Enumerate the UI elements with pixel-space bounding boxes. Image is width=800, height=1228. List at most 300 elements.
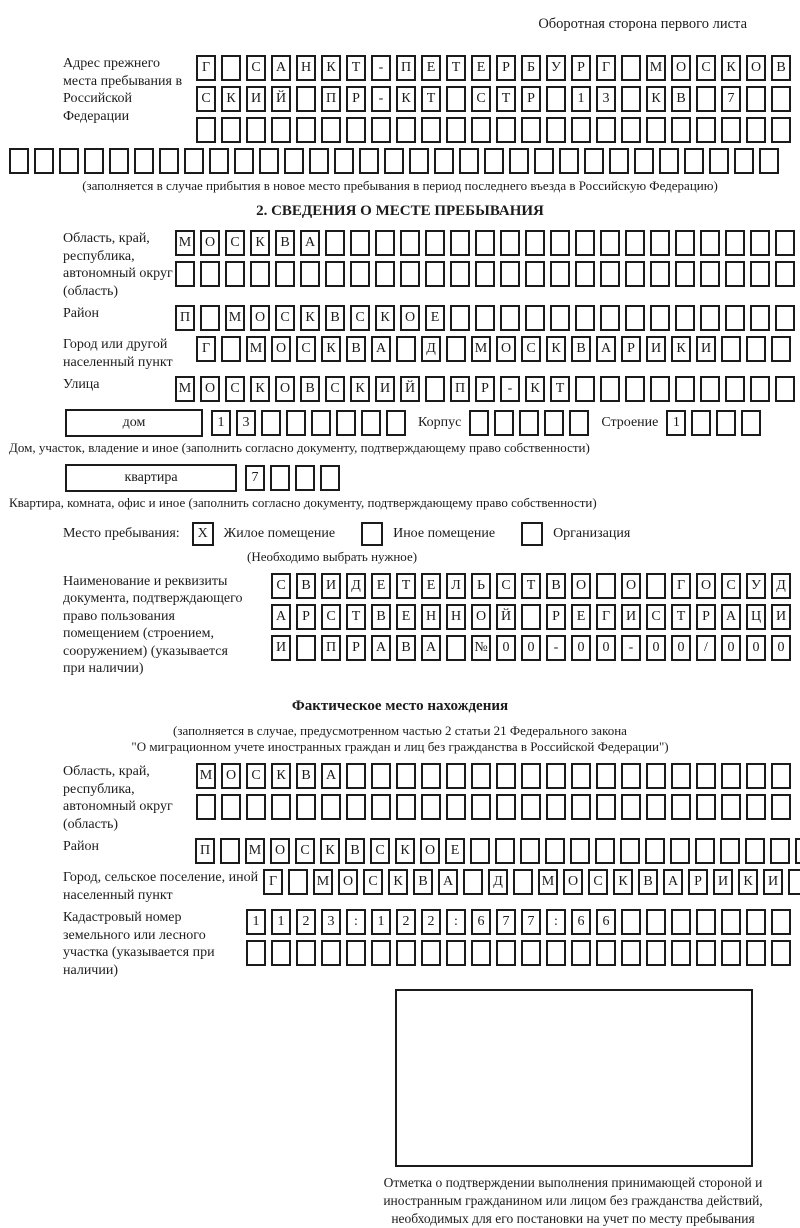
char-cell[interactable]: С (271, 573, 291, 599)
char-cell[interactable]: 2 (296, 909, 316, 935)
char-cell[interactable] (788, 869, 800, 895)
char-cell[interactable] (470, 838, 490, 864)
char-cell[interactable] (500, 305, 520, 331)
char-cell[interactable] (271, 117, 291, 143)
char-cell[interactable] (546, 117, 566, 143)
char-cell[interactable]: Д (488, 869, 508, 895)
char-cell[interactable]: М (471, 336, 491, 362)
char-cell[interactable] (596, 940, 616, 966)
char-cell[interactable] (559, 148, 579, 174)
char-cell[interactable] (34, 148, 54, 174)
char-cell[interactable] (596, 794, 616, 820)
char-cell[interactable] (271, 794, 291, 820)
char-cell[interactable]: : (546, 909, 566, 935)
char-cell[interactable]: Д (771, 573, 791, 599)
char-cell[interactable]: Н (446, 604, 466, 630)
char-cell[interactable]: Й (400, 376, 420, 402)
char-cell[interactable]: Т (396, 573, 416, 599)
char-cell[interactable] (371, 117, 391, 143)
char-cell[interactable]: 7 (521, 909, 541, 935)
char-cell[interactable]: Е (445, 838, 465, 864)
char-cell[interactable]: И (246, 86, 266, 112)
char-cell[interactable] (771, 794, 791, 820)
char-cell[interactable]: Е (371, 573, 391, 599)
char-cell[interactable]: 1 (211, 410, 231, 436)
char-cell[interactable]: Ц (746, 604, 766, 630)
char-cell[interactable] (259, 148, 279, 174)
char-cell[interactable]: А (596, 336, 616, 362)
char-cell[interactable]: Р (696, 604, 716, 630)
char-cell[interactable]: В (300, 376, 320, 402)
char-cell[interactable] (359, 148, 379, 174)
char-cell[interactable] (659, 148, 679, 174)
char-cell[interactable]: О (671, 55, 691, 81)
char-cell[interactable]: А (300, 230, 320, 256)
char-cell[interactable] (494, 410, 514, 436)
char-cell[interactable]: Р (688, 869, 708, 895)
char-cell[interactable] (234, 148, 254, 174)
char-cell[interactable] (795, 838, 800, 864)
char-cell[interactable] (371, 763, 391, 789)
char-cell[interactable] (409, 148, 429, 174)
char-cell[interactable] (770, 838, 790, 864)
char-cell[interactable] (625, 305, 645, 331)
char-cell[interactable] (709, 148, 729, 174)
char-cell[interactable]: К (300, 305, 320, 331)
char-cell[interactable]: И (763, 869, 783, 895)
char-cell[interactable]: К (396, 86, 416, 112)
char-cell[interactable] (721, 336, 741, 362)
char-cell[interactable]: Т (521, 573, 541, 599)
char-cell[interactable]: Р (621, 336, 641, 362)
char-cell[interactable]: Т (550, 376, 570, 402)
char-cell[interactable] (671, 940, 691, 966)
char-cell[interactable]: О (400, 305, 420, 331)
char-cell[interactable]: Р (475, 376, 495, 402)
char-cell[interactable]: В (396, 635, 416, 661)
char-cell[interactable] (261, 410, 281, 436)
char-cell[interactable]: Г (671, 573, 691, 599)
char-cell[interactable]: И (321, 573, 341, 599)
char-cell[interactable] (246, 117, 266, 143)
char-cell[interactable] (600, 261, 620, 287)
char-cell[interactable]: Г (196, 336, 216, 362)
char-cell[interactable] (721, 117, 741, 143)
char-cell[interactable] (346, 117, 366, 143)
char-cell[interactable]: : (346, 909, 366, 935)
char-cell[interactable] (496, 763, 516, 789)
char-cell[interactable] (746, 794, 766, 820)
char-cell[interactable] (521, 604, 541, 630)
char-cell[interactable]: С (296, 336, 316, 362)
char-cell[interactable] (695, 838, 715, 864)
char-cell[interactable]: Р (546, 604, 566, 630)
char-cell[interactable]: М (175, 376, 195, 402)
char-cell[interactable]: Т (346, 604, 366, 630)
char-cell[interactable] (421, 763, 441, 789)
char-cell[interactable]: Е (571, 604, 591, 630)
char-cell[interactable]: М (646, 55, 666, 81)
char-cell[interactable] (396, 794, 416, 820)
char-cell[interactable]: К (350, 376, 370, 402)
char-cell[interactable]: Г (263, 869, 283, 895)
char-cell[interactable]: И (375, 376, 395, 402)
char-cell[interactable]: Б (521, 55, 541, 81)
char-cell[interactable] (621, 794, 641, 820)
char-cell[interactable] (421, 940, 441, 966)
char-cell[interactable] (275, 261, 295, 287)
char-cell[interactable] (570, 838, 590, 864)
char-cell[interactable] (463, 869, 483, 895)
char-cell[interactable]: О (271, 336, 291, 362)
char-cell[interactable] (571, 117, 591, 143)
char-cell[interactable]: В (325, 305, 345, 331)
char-cell[interactable] (595, 838, 615, 864)
char-cell[interactable] (446, 117, 466, 143)
char-cell[interactable]: Р (346, 86, 366, 112)
char-cell[interactable]: М (225, 305, 245, 331)
char-cell[interactable]: Е (396, 604, 416, 630)
other-premises-checkbox[interactable] (361, 522, 383, 546)
char-cell[interactable] (750, 305, 770, 331)
char-cell[interactable] (334, 148, 354, 174)
char-cell[interactable] (746, 763, 766, 789)
char-cell[interactable] (575, 376, 595, 402)
char-cell[interactable]: Р (296, 604, 316, 630)
char-cell[interactable] (346, 794, 366, 820)
char-cell[interactable] (691, 410, 711, 436)
char-cell[interactable] (571, 763, 591, 789)
char-cell[interactable] (725, 376, 745, 402)
char-cell[interactable] (545, 838, 565, 864)
char-cell[interactable] (288, 869, 308, 895)
char-cell[interactable] (421, 794, 441, 820)
char-cell[interactable]: Е (425, 305, 445, 331)
char-cell[interactable] (295, 465, 315, 491)
char-cell[interactable]: / (696, 635, 716, 661)
char-cell[interactable]: О (420, 838, 440, 864)
char-cell[interactable]: У (746, 573, 766, 599)
char-cell[interactable]: А (721, 604, 741, 630)
char-cell[interactable]: 6 (596, 909, 616, 935)
char-cell[interactable]: К (395, 838, 415, 864)
char-cell[interactable]: 3 (321, 909, 341, 935)
char-cell[interactable]: Е (421, 55, 441, 81)
char-cell[interactable] (525, 261, 545, 287)
char-cell[interactable]: 0 (571, 635, 591, 661)
char-cell[interactable] (446, 940, 466, 966)
char-cell[interactable] (396, 763, 416, 789)
char-cell[interactable]: Т (496, 86, 516, 112)
char-cell[interactable]: 6 (571, 909, 591, 935)
char-cell[interactable] (184, 148, 204, 174)
char-cell[interactable] (325, 261, 345, 287)
char-cell[interactable]: Й (271, 86, 291, 112)
char-cell[interactable]: К (320, 838, 340, 864)
char-cell[interactable]: К (321, 336, 341, 362)
char-cell[interactable] (546, 86, 566, 112)
char-cell[interactable]: С (363, 869, 383, 895)
char-cell[interactable] (775, 261, 795, 287)
char-cell[interactable] (700, 305, 720, 331)
char-cell[interactable] (446, 86, 466, 112)
char-cell[interactable] (650, 305, 670, 331)
char-cell[interactable] (646, 940, 666, 966)
char-cell[interactable]: Т (346, 55, 366, 81)
char-cell[interactable] (746, 336, 766, 362)
char-cell[interactable] (646, 909, 666, 935)
char-cell[interactable]: Т (446, 55, 466, 81)
char-cell[interactable]: 7 (721, 86, 741, 112)
char-cell[interactable]: - (621, 635, 641, 661)
char-cell[interactable] (371, 794, 391, 820)
char-cell[interactable]: Н (296, 55, 316, 81)
char-cell[interactable] (546, 940, 566, 966)
organization-checkbox[interactable] (521, 522, 543, 546)
char-cell[interactable]: П (450, 376, 470, 402)
char-cell[interactable]: Й (496, 604, 516, 630)
char-cell[interactable] (196, 117, 216, 143)
char-cell[interactable] (571, 794, 591, 820)
char-cell[interactable]: С (496, 573, 516, 599)
char-cell[interactable] (200, 305, 220, 331)
char-cell[interactable] (546, 794, 566, 820)
char-cell[interactable] (296, 117, 316, 143)
char-cell[interactable]: С (246, 55, 266, 81)
char-cell[interactable] (646, 763, 666, 789)
char-cell[interactable] (519, 410, 539, 436)
char-cell[interactable]: К (721, 55, 741, 81)
char-cell[interactable]: А (321, 763, 341, 789)
char-cell[interactable]: 1 (666, 410, 686, 436)
char-cell[interactable]: Р (496, 55, 516, 81)
char-cell[interactable]: 0 (596, 635, 616, 661)
char-cell[interactable] (621, 940, 641, 966)
char-cell[interactable]: А (421, 635, 441, 661)
char-cell[interactable]: О (270, 838, 290, 864)
char-cell[interactable] (621, 117, 641, 143)
char-cell[interactable]: О (563, 869, 583, 895)
char-cell[interactable] (286, 410, 306, 436)
char-cell[interactable] (645, 838, 665, 864)
char-cell[interactable]: М (538, 869, 558, 895)
char-cell[interactable] (9, 148, 29, 174)
char-cell[interactable] (550, 230, 570, 256)
char-cell[interactable]: В (671, 86, 691, 112)
char-cell[interactable]: В (371, 604, 391, 630)
char-cell[interactable]: Д (346, 573, 366, 599)
char-cell[interactable] (596, 763, 616, 789)
char-cell[interactable] (271, 940, 291, 966)
char-cell[interactable]: К (738, 869, 758, 895)
char-cell[interactable] (220, 838, 240, 864)
char-cell[interactable]: И (271, 635, 291, 661)
char-cell[interactable]: Т (421, 86, 441, 112)
char-cell[interactable] (196, 794, 216, 820)
char-cell[interactable] (646, 117, 666, 143)
char-cell[interactable] (625, 376, 645, 402)
char-cell[interactable] (375, 230, 395, 256)
char-cell[interactable] (296, 794, 316, 820)
char-cell[interactable] (670, 838, 690, 864)
char-cell[interactable]: Д (421, 336, 441, 362)
char-cell[interactable]: С (321, 604, 341, 630)
char-cell[interactable]: С (721, 573, 741, 599)
char-cell[interactable]: С (275, 305, 295, 331)
char-cell[interactable] (471, 117, 491, 143)
char-cell[interactable] (325, 230, 345, 256)
char-cell[interactable] (459, 148, 479, 174)
char-cell[interactable]: И (696, 336, 716, 362)
char-cell[interactable]: С (370, 838, 390, 864)
char-cell[interactable] (484, 148, 504, 174)
char-cell[interactable]: В (571, 336, 591, 362)
char-cell[interactable]: С (696, 55, 716, 81)
char-cell[interactable] (544, 410, 564, 436)
char-cell[interactable]: В (413, 869, 433, 895)
char-cell[interactable] (311, 410, 331, 436)
char-cell[interactable]: В (296, 573, 316, 599)
char-cell[interactable]: Е (421, 573, 441, 599)
char-cell[interactable] (696, 940, 716, 966)
char-cell[interactable] (425, 261, 445, 287)
char-cell[interactable]: К (250, 230, 270, 256)
char-cell[interactable] (296, 940, 316, 966)
char-cell[interactable] (721, 794, 741, 820)
char-cell[interactable]: О (250, 305, 270, 331)
char-cell[interactable]: К (525, 376, 545, 402)
char-cell[interactable] (716, 410, 736, 436)
char-cell[interactable] (421, 117, 441, 143)
char-cell[interactable] (471, 940, 491, 966)
char-cell[interactable]: С (588, 869, 608, 895)
char-cell[interactable] (625, 261, 645, 287)
char-cell[interactable]: Г (196, 55, 216, 81)
char-cell[interactable]: 0 (746, 635, 766, 661)
char-cell[interactable] (250, 261, 270, 287)
char-cell[interactable]: М (313, 869, 333, 895)
char-cell[interactable]: С (225, 230, 245, 256)
char-cell[interactable]: А (371, 635, 391, 661)
char-cell[interactable] (675, 230, 695, 256)
char-cell[interactable] (396, 117, 416, 143)
char-cell[interactable] (600, 376, 620, 402)
char-cell[interactable] (725, 261, 745, 287)
residential-premises-checkbox[interactable]: X (192, 522, 214, 546)
char-cell[interactable]: К (546, 336, 566, 362)
char-cell[interactable] (571, 940, 591, 966)
char-cell[interactable]: А (271, 55, 291, 81)
char-cell[interactable]: 7 (496, 909, 516, 935)
char-cell[interactable]: 3 (596, 86, 616, 112)
char-cell[interactable] (671, 909, 691, 935)
char-cell[interactable]: К (671, 336, 691, 362)
char-cell[interactable] (725, 305, 745, 331)
char-cell[interactable] (350, 230, 370, 256)
char-cell[interactable]: 0 (771, 635, 791, 661)
char-cell[interactable] (575, 261, 595, 287)
char-cell[interactable] (513, 869, 533, 895)
char-cell[interactable] (600, 305, 620, 331)
char-cell[interactable] (434, 148, 454, 174)
char-cell[interactable] (746, 940, 766, 966)
char-cell[interactable] (734, 148, 754, 174)
char-cell[interactable]: М (196, 763, 216, 789)
char-cell[interactable] (775, 376, 795, 402)
char-cell[interactable]: С (225, 376, 245, 402)
char-cell[interactable] (300, 261, 320, 287)
char-cell[interactable]: 6 (471, 909, 491, 935)
char-cell[interactable] (521, 940, 541, 966)
char-cell[interactable] (569, 410, 589, 436)
char-cell[interactable] (671, 763, 691, 789)
char-cell[interactable] (521, 763, 541, 789)
char-cell[interactable]: О (621, 573, 641, 599)
char-cell[interactable] (469, 410, 489, 436)
char-cell[interactable] (200, 261, 220, 287)
char-cell[interactable] (600, 230, 620, 256)
char-cell[interactable]: - (546, 635, 566, 661)
char-cell[interactable]: Е (471, 55, 491, 81)
char-cell[interactable]: К (271, 763, 291, 789)
char-cell[interactable]: И (713, 869, 733, 895)
char-cell[interactable] (650, 230, 670, 256)
char-cell[interactable]: И (646, 336, 666, 362)
char-cell[interactable] (575, 230, 595, 256)
char-cell[interactable] (495, 838, 515, 864)
char-cell[interactable]: С (325, 376, 345, 402)
char-cell[interactable] (609, 148, 629, 174)
char-cell[interactable] (750, 376, 770, 402)
char-cell[interactable] (696, 763, 716, 789)
char-cell[interactable] (621, 909, 641, 935)
char-cell[interactable]: А (371, 336, 391, 362)
char-cell[interactable]: К (375, 305, 395, 331)
char-cell[interactable] (620, 838, 640, 864)
char-cell[interactable] (384, 148, 404, 174)
char-cell[interactable]: Л (446, 573, 466, 599)
char-cell[interactable] (650, 261, 670, 287)
char-cell[interactable] (746, 86, 766, 112)
char-cell[interactable]: 7 (245, 465, 265, 491)
char-cell[interactable]: И (621, 604, 641, 630)
char-cell[interactable]: Р (346, 635, 366, 661)
char-cell[interactable] (671, 117, 691, 143)
char-cell[interactable]: Ь (471, 573, 491, 599)
char-cell[interactable] (425, 376, 445, 402)
char-cell[interactable]: О (696, 573, 716, 599)
char-cell[interactable] (696, 117, 716, 143)
char-cell[interactable] (746, 117, 766, 143)
char-cell[interactable]: О (221, 763, 241, 789)
char-cell[interactable] (221, 55, 241, 81)
char-cell[interactable] (475, 261, 495, 287)
char-cell[interactable] (496, 117, 516, 143)
char-cell[interactable] (450, 230, 470, 256)
char-cell[interactable] (534, 148, 554, 174)
char-cell[interactable]: У (546, 55, 566, 81)
char-cell[interactable] (321, 940, 341, 966)
char-cell[interactable]: 0 (671, 635, 691, 661)
char-cell[interactable] (771, 909, 791, 935)
char-cell[interactable] (425, 230, 445, 256)
char-cell[interactable] (509, 148, 529, 174)
char-cell[interactable] (675, 305, 695, 331)
char-cell[interactable]: К (646, 86, 666, 112)
char-cell[interactable] (520, 838, 540, 864)
char-cell[interactable]: Т (671, 604, 691, 630)
char-cell[interactable] (284, 148, 304, 174)
